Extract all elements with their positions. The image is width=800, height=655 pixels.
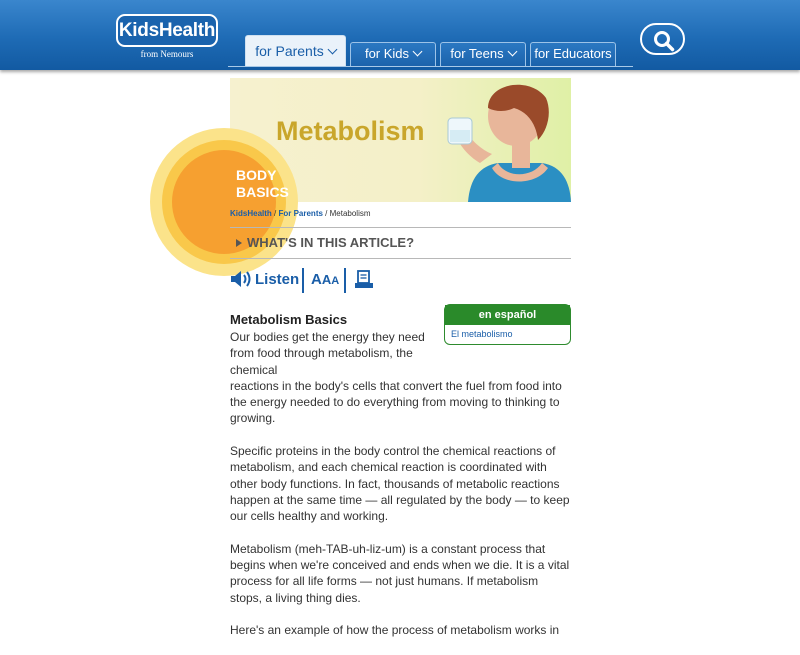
tool-separator (302, 268, 304, 293)
spanish-box-title: en español (445, 305, 570, 325)
chevron-down-icon (327, 45, 337, 55)
article-toggle-label: WHAT'S IN THIS ARTICLE? (247, 235, 415, 250)
site-header (0, 0, 800, 70)
print-icon (354, 270, 374, 290)
listen-button[interactable] (230, 270, 299, 290)
paragraph-3: Metabolism (meh-TAB-uh-liz-um) is a constant process that begins when we're conceived and ends when we die. It is a vital process for all life forms — not just humans. If metabolism stops, a living thing dies. (230, 541, 570, 605)
tab-for-kids[interactable] (350, 42, 436, 67)
hero-title: Metabolism (276, 116, 425, 146)
divider (230, 258, 571, 259)
tab-for-educators[interactable] (530, 42, 616, 67)
tab-for-teens[interactable] (440, 42, 526, 67)
text-size-button[interactable] (311, 271, 339, 289)
article-toggle[interactable] (236, 235, 414, 250)
hero-image (230, 78, 571, 202)
text-size-a-small: A (331, 275, 340, 287)
logo-wordmark: KidsHealth (116, 14, 218, 47)
spanish-article-link[interactable]: El metabolismo (451, 329, 513, 339)
divider (230, 227, 571, 228)
hero-badge-line1: BODY (236, 167, 277, 183)
kidshealth-logo[interactable] (116, 14, 218, 60)
listen-label: Listen (255, 271, 300, 288)
breadcrumb-separator: / (271, 209, 279, 218)
section-heading: Metabolism Basics (230, 312, 348, 327)
speaker-icon (230, 270, 251, 288)
text-size-a-large: A (311, 271, 322, 288)
paragraph-1-end: reactions in the body's cells that convert the fuel from food into the energy needed to do everything from moving to thinking to growing. (230, 378, 562, 426)
paragraph-4: Here's an example of how the process of metabolism works in (230, 623, 560, 638)
search-icon (653, 30, 675, 52)
breadcrumb-separator: / (322, 209, 330, 218)
tab-underline (228, 66, 633, 67)
breadcrumb-current: Metabolism (329, 209, 371, 218)
article-body (230, 312, 571, 655)
tab-for-parents[interactable] (245, 35, 346, 67)
expand-arrow-icon (236, 239, 242, 247)
chevron-down-icon (507, 47, 517, 57)
tab-label: for Teens (450, 46, 504, 61)
tool-separator (344, 268, 346, 293)
logo-subtitle: from Nemours (140, 49, 194, 59)
tab-label: for Educators (534, 46, 612, 61)
breadcrumb (230, 209, 371, 218)
paragraph-1-start: Our bodies get the energy they need from food through metabolism, the chemical (230, 330, 425, 377)
text-size-a-medium: A (321, 272, 332, 287)
print-button[interactable] (354, 270, 374, 295)
paragraph-2: Specific proteins in the body control the chemical reactions of metabolism, and each chemical reaction is coordinated with other body functions. In fact, thousands of metabolic reactions happen at the same time — all regulated by the body — to keep our cells healthy and working. (230, 444, 570, 524)
hero-badge-line2: BASICS (236, 184, 289, 200)
chevron-down-icon (413, 47, 423, 57)
search-button[interactable] (640, 23, 685, 55)
tab-label: for Kids (364, 46, 410, 61)
breadcrumb-home-link[interactable]: KidsHealth (230, 209, 272, 218)
tab-label: for Parents (255, 43, 324, 59)
breadcrumb-parents-link[interactable]: For Parents (278, 209, 323, 218)
